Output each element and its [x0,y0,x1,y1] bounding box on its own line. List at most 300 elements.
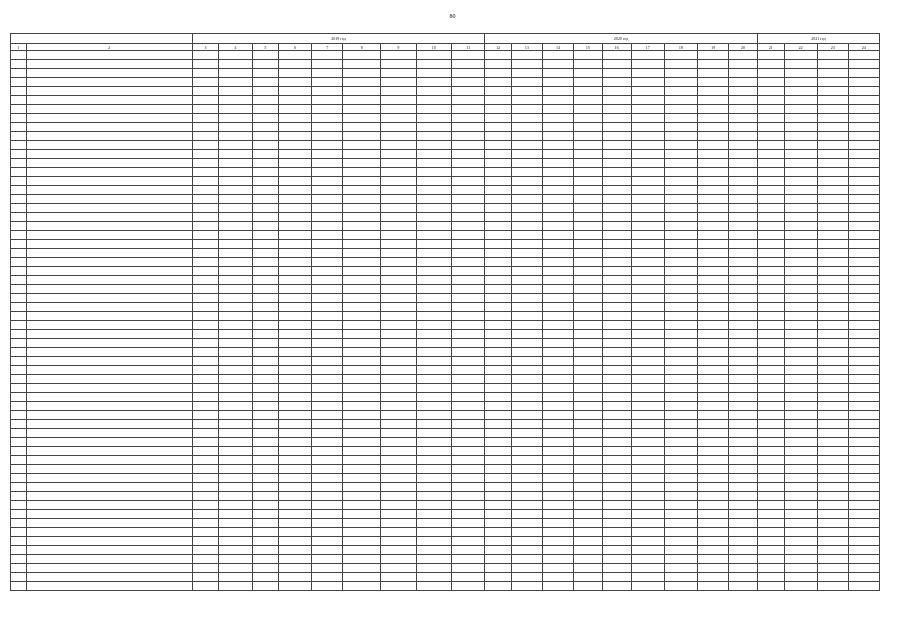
table-cell [416,141,451,150]
table-cell [11,357,27,366]
table-cell [698,123,729,132]
table-cell [381,303,416,312]
table-cell [631,87,664,96]
table-cell [11,303,27,312]
table-cell [11,294,27,303]
table-cell [784,519,817,528]
table-cell [485,96,512,105]
table-cell [252,465,279,474]
table-cell [757,330,784,339]
table-cell [784,285,817,294]
table-cell [11,168,27,177]
table-cell [252,213,279,222]
table-cell [416,564,451,573]
table-cell [817,456,848,465]
table-cell [252,339,279,348]
table-cell [573,582,602,591]
table-cell [784,438,817,447]
table-cell [416,186,451,195]
table-cell [631,348,664,357]
table-cell [698,438,729,447]
table-cell [664,348,697,357]
table-cell [573,177,602,186]
table-cell [192,177,219,186]
table-cell [511,177,542,186]
table-cell [602,330,631,339]
table-cell [698,402,729,411]
table-cell [602,276,631,285]
table-cell [664,501,697,510]
table-cell [485,429,512,438]
table-cell [542,564,573,573]
table-cell [573,132,602,141]
table-cell [343,312,381,321]
table-cell [381,420,416,429]
table-cell [279,294,312,303]
table-cell [452,150,485,159]
table-cell [343,528,381,537]
table-cell [192,150,219,159]
table-cell [573,384,602,393]
table-cell [485,87,512,96]
table-cell [312,213,343,222]
table-cell [219,393,252,402]
table-cell [784,204,817,213]
table-cell [511,123,542,132]
table-cell [452,537,485,546]
table-cell [573,474,602,483]
table-cell [784,195,817,204]
table-cell [757,195,784,204]
table-cell [602,420,631,429]
table-cell [26,213,192,222]
table-cell [664,483,697,492]
table-cell [602,60,631,69]
table-cell [664,141,697,150]
table-cell [631,375,664,384]
table-cell [252,69,279,78]
table-cell [511,402,542,411]
table-cell [817,213,848,222]
table-cell [542,123,573,132]
table-cell [573,141,602,150]
table-cell [602,465,631,474]
table-cell [416,456,451,465]
table-cell [312,339,343,348]
table-cell [573,357,602,366]
table-cell [817,60,848,69]
table-cell [511,528,542,537]
table-cell [312,249,343,258]
table-cell [343,402,381,411]
table-cell [542,375,573,384]
table-cell [416,168,451,177]
table-cell [542,384,573,393]
table-cell [219,303,252,312]
column-number-row [11,44,880,51]
table-row [11,510,880,519]
table-cell [757,375,784,384]
table-cell [757,267,784,276]
table-cell [192,60,219,69]
table-cell [729,438,758,447]
table-cell [757,87,784,96]
table-cell [26,519,192,528]
table-cell [312,150,343,159]
table-cell [573,501,602,510]
table-cell [817,384,848,393]
table-cell [757,510,784,519]
table-cell [343,231,381,240]
table-cell [252,285,279,294]
table-cell [192,105,219,114]
table-cell [848,132,879,141]
table-cell [485,285,512,294]
table-cell [602,402,631,411]
table-cell [312,420,343,429]
table-cell [252,393,279,402]
table-cell [279,186,312,195]
table-cell [452,141,485,150]
table-row [11,429,880,438]
table-cell [542,222,573,231]
table-cell [219,402,252,411]
table-cell [343,60,381,69]
table-cell [602,240,631,249]
table-cell [511,114,542,123]
table-cell [698,294,729,303]
table-cell [279,321,312,330]
table-cell [817,348,848,357]
table-cell [343,339,381,348]
table-cell [485,501,512,510]
column-number: 1 [11,44,27,51]
table-cell [219,573,252,582]
table-cell [343,294,381,303]
table-cell [542,78,573,87]
table-cell [485,231,512,240]
table-cell [631,222,664,231]
table-cell [485,357,512,366]
table-cell [817,555,848,564]
table-row [11,258,880,267]
table-cell [312,375,343,384]
table-cell [11,474,27,483]
table-cell [848,438,879,447]
table-cell [416,195,451,204]
table-cell [485,528,512,537]
table-cell [848,114,879,123]
table-cell [192,366,219,375]
table-cell [729,321,758,330]
table-cell [252,519,279,528]
table-cell [343,429,381,438]
table-cell [279,267,312,276]
table-cell [26,483,192,492]
table-cell [729,258,758,267]
table-cell [848,456,879,465]
table-cell [192,78,219,87]
table-cell [848,528,879,537]
table-cell [729,564,758,573]
table-cell [698,411,729,420]
table-cell [343,411,381,420]
table-cell [784,258,817,267]
table-cell [26,276,192,285]
table-cell [485,519,512,528]
table-cell [664,339,697,348]
table-cell [279,384,312,393]
table-cell [817,177,848,186]
table-cell [252,276,279,285]
table-cell [279,420,312,429]
table-cell [343,249,381,258]
column-number: 4 [219,44,252,51]
table-cell [729,159,758,168]
table-cell [784,168,817,177]
table-cell [664,573,697,582]
table-cell [381,447,416,456]
table-cell [757,51,784,60]
table-cell [573,168,602,177]
table-cell [192,402,219,411]
table-cell [664,321,697,330]
table-cell [542,213,573,222]
table-cell [312,456,343,465]
table-cell [219,240,252,249]
table-cell [848,213,879,222]
table-cell [279,528,312,537]
table-cell [452,474,485,483]
table-cell [26,285,192,294]
table-cell [279,411,312,420]
table-cell [698,312,729,321]
table-row [11,159,880,168]
table-cell [631,582,664,591]
table-cell [312,159,343,168]
table-cell [848,420,879,429]
table-cell [817,438,848,447]
table-cell [573,123,602,132]
table-cell [485,195,512,204]
table-cell [602,321,631,330]
table-cell [602,213,631,222]
table-cell [485,60,512,69]
table-cell [452,483,485,492]
table-cell [416,474,451,483]
table-cell [848,177,879,186]
table-cell [698,555,729,564]
table-cell [452,240,485,249]
table-cell [219,186,252,195]
table-cell [192,267,219,276]
table-cell [542,231,573,240]
table-cell [485,339,512,348]
table-cell [279,402,312,411]
table-cell [381,546,416,555]
table-cell [664,60,697,69]
table-cell [219,294,252,303]
table-cell [279,195,312,204]
table-cell [381,195,416,204]
table-cell [602,114,631,123]
table-cell [381,384,416,393]
table-cell [192,312,219,321]
table-cell [573,267,602,276]
table-cell [192,348,219,357]
table-cell [485,537,512,546]
table-cell [511,546,542,555]
table-cell [602,177,631,186]
table-row [11,447,880,456]
table-cell [817,276,848,285]
column-number: 20 [729,44,758,51]
table-cell [729,87,758,96]
table-cell [631,456,664,465]
table-cell [452,168,485,177]
table-cell [381,402,416,411]
table-cell [312,141,343,150]
table-cell [729,366,758,375]
table-cell [602,339,631,348]
table-cell [602,510,631,519]
table-cell [252,366,279,375]
table-cell [11,87,27,96]
table-cell [784,339,817,348]
table-cell [848,78,879,87]
table-cell [848,384,879,393]
table-cell [252,51,279,60]
table-cell [817,573,848,582]
table-cell [631,186,664,195]
table-cell [573,402,602,411]
table-cell [381,330,416,339]
table-cell [729,546,758,555]
table-cell [26,492,192,501]
table-row [11,285,880,294]
table-cell [416,213,451,222]
table-cell [698,339,729,348]
table-cell [252,168,279,177]
table-cell [312,564,343,573]
table-cell [485,510,512,519]
table-cell [416,60,451,69]
table-cell [279,105,312,114]
table-cell [698,258,729,267]
table-cell [573,321,602,330]
table-cell [698,222,729,231]
table-cell [573,213,602,222]
table-cell [848,240,879,249]
table-cell [279,474,312,483]
table-cell [252,123,279,132]
table-cell [757,303,784,312]
table-cell [602,69,631,78]
table-cell [219,195,252,204]
table-cell [757,213,784,222]
table-cell [279,393,312,402]
table-cell [784,483,817,492]
table-cell [848,537,879,546]
table-cell [452,348,485,357]
table-cell [698,357,729,366]
table-cell [26,564,192,573]
table-cell [757,438,784,447]
table-cell [219,168,252,177]
table-cell [26,51,192,60]
table-cell [511,87,542,96]
table-cell [381,474,416,483]
column-number: 14 [542,44,573,51]
table-cell [664,267,697,276]
table-cell [698,537,729,546]
table-cell [602,195,631,204]
table-row [11,573,880,582]
table-cell [631,474,664,483]
table-cell [11,195,27,204]
table-row [11,96,880,105]
table-cell [252,186,279,195]
table-cell [757,456,784,465]
table-cell [573,51,602,60]
table-cell [511,249,542,258]
table-cell [11,429,27,438]
table-cell [573,339,602,348]
table-cell [729,411,758,420]
table-cell [698,204,729,213]
table-cell [252,204,279,213]
table-cell [848,195,879,204]
table-cell [381,375,416,384]
table-cell [485,276,512,285]
table-cell [485,303,512,312]
table-cell [757,222,784,231]
table-cell [602,132,631,141]
table-cell [542,69,573,78]
table-cell [664,555,697,564]
table-cell [312,357,343,366]
table-cell [381,582,416,591]
table-cell [602,546,631,555]
table-cell [252,474,279,483]
table-cell [252,132,279,141]
table-cell [381,69,416,78]
table-cell [631,114,664,123]
table-cell [485,420,512,429]
column-number: 7 [312,44,343,51]
table-cell [485,204,512,213]
table-cell [485,582,512,591]
table-cell [542,285,573,294]
table-cell [757,186,784,195]
table-cell [573,411,602,420]
table-cell [698,195,729,204]
table-cell [11,240,27,249]
table-cell [542,168,573,177]
table-cell [698,564,729,573]
column-number: 23 [817,44,848,51]
table-cell [573,375,602,384]
table-cell [511,357,542,366]
table-cell [602,87,631,96]
table-cell [219,348,252,357]
table-cell [664,492,697,501]
table-cell [784,429,817,438]
table-cell [452,402,485,411]
table-cell [848,141,879,150]
table-cell [26,510,192,519]
table-cell [698,393,729,402]
